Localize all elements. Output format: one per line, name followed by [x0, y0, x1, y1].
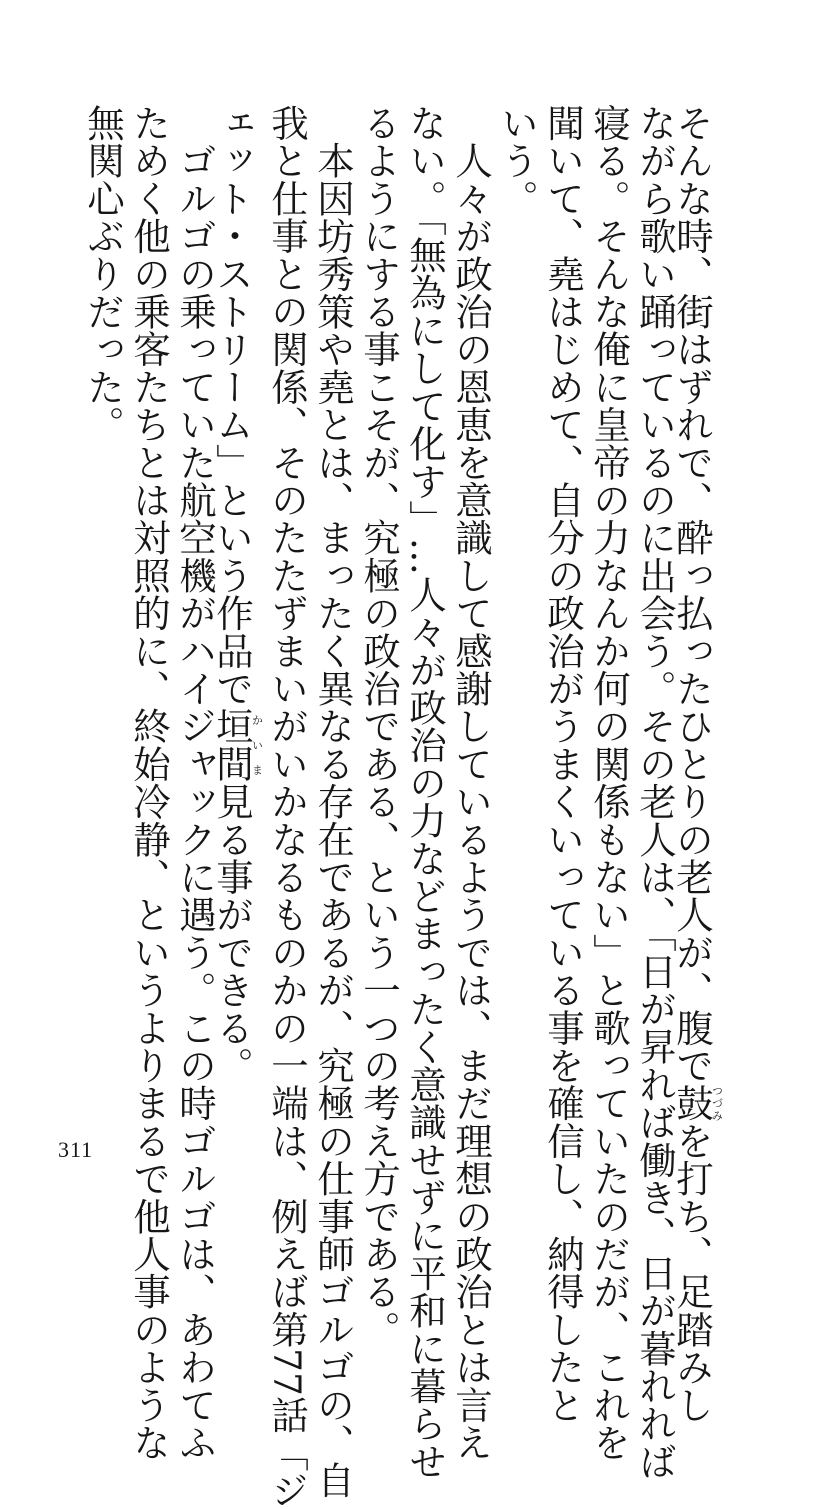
text-line: 人々が政治の恩恵を意識して感謝しているようでは、まだ理想の政治とは言え — [449, 104, 493, 1462]
ruby-base: 鼓 — [670, 1084, 714, 1122]
text-line — [210, 104, 264, 1114]
text-segment: そんな時、街はずれで、酔っ払ったひとりの老人が、腹で — [670, 104, 714, 1085]
page-number: 311 — [58, 1137, 94, 1162]
furigana: つづみ — [710, 1084, 724, 1122]
text-segment: 見る事ができる。 — [210, 782, 254, 1085]
text-line: 寝る。そんな俺に皇帝の力なんか何の関係もない」と歌っていたのだが、これを — [587, 104, 631, 1462]
text-line: ながら歌い踊っているのに出会う。その老人は、「日が昇れば働き、日が暮れれば — [633, 104, 677, 1481]
text-line: ない。「無為にして化す」…人々が政治の力などまったく意識せずに平和に暮らせ — [403, 104, 447, 1481]
text-line: るようにする事こそが、究極の政治である、という一つの考え方である。 — [357, 104, 401, 1349]
text-line: 本因坊秀策や堯とは、まったく異なる存在であるが、究極の仕事師ゴルゴの、自 — [311, 104, 355, 1499]
text-segment: ェット・ストリーム」という作品で — [210, 104, 254, 708]
furigana: かいま — [250, 707, 264, 783]
ruby-base: 垣間 — [210, 707, 254, 783]
text-line: 聞いて、堯はじめて、自分の政治がうまくいっている事を確信し、納得したと — [541, 104, 585, 1424]
text-line — [670, 104, 724, 1424]
text-line: 我と仕事との関係、そのたたずまいがいかなるものかの一端は、例えば第77話「ジ — [265, 104, 309, 1509]
text-line: ためく他の乗客たちとは対照的に、終始冷静、というよりまるで他人事のような — [127, 104, 171, 1462]
text-line: 無関心ぶりだった。 — [81, 104, 125, 444]
text-line: ゴルゴの乗っていた航空機がハイジャックに遇う。この時ゴルゴは、あわてふ — [173, 104, 217, 1462]
text-segment: を打ち、足踏みし — [670, 1121, 714, 1424]
text-line: いう。 — [495, 104, 539, 218]
